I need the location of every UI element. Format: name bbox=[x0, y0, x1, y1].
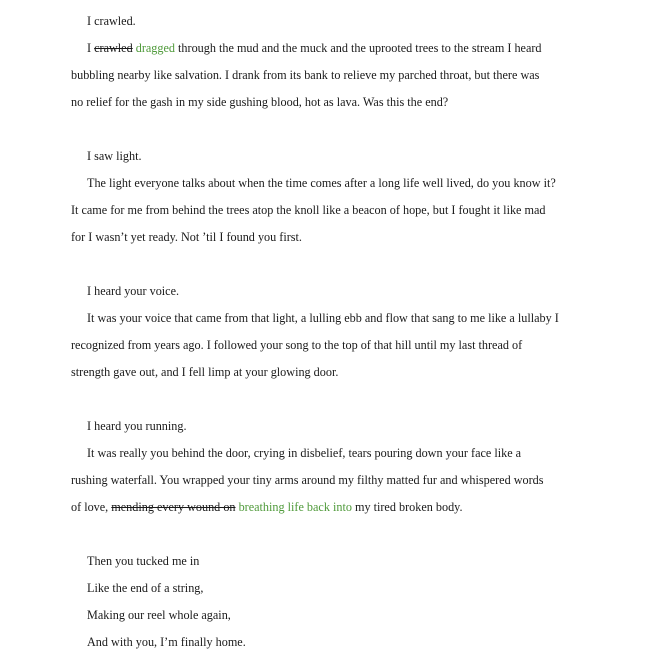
deleted-text: mending every wound on bbox=[111, 500, 236, 514]
verse-line bbox=[87, 607, 607, 623]
paragraph-line bbox=[71, 67, 591, 83]
paragraph-line bbox=[87, 13, 607, 29]
paragraph-line bbox=[71, 229, 591, 245]
paragraph-line-with-revision bbox=[71, 499, 591, 515]
text: Like the end of a string, bbox=[87, 581, 204, 595]
text: I heard you running. bbox=[87, 419, 187, 433]
paragraph-line bbox=[87, 148, 607, 164]
text: The light everyone talks about when the time comes after a long life well lived, do you know it? bbox=[87, 176, 556, 190]
paragraph-line bbox=[87, 445, 607, 461]
text: strength gave out, and I fell limp at your glowing door. bbox=[71, 365, 339, 379]
text: I bbox=[87, 41, 95, 55]
paragraph-line-with-revision bbox=[87, 40, 607, 56]
paragraph-line bbox=[87, 418, 607, 434]
text: I heard your voice. bbox=[87, 284, 180, 298]
text: recognized from years ago. I followed your song to the top of that hill until my last thread of bbox=[71, 338, 523, 352]
verse-line bbox=[87, 553, 607, 569]
text: bubbling nearby like salvation. I drank from its bank to relieve my parched throat, but there was bbox=[71, 68, 540, 82]
paragraph-line bbox=[71, 94, 591, 110]
text: for I wasn’t yet ready. Not ’til I found you first. bbox=[71, 230, 302, 244]
text: It was really you behind the door, crying in disbelief, tears pouring down your face like a bbox=[87, 446, 522, 460]
text: It was your voice that came from that light, a lulling ebb and flow that sang to me like a lullaby I bbox=[87, 311, 559, 325]
paragraph-line bbox=[87, 175, 607, 191]
text: It came for me from behind the trees atop the knoll like a beacon of hope, but I fought it like mad bbox=[71, 203, 546, 217]
paragraph-line bbox=[87, 283, 607, 299]
text: And with you, I’m finally home. bbox=[87, 635, 246, 649]
text: of love, bbox=[71, 500, 112, 514]
paragraph-line bbox=[71, 472, 591, 488]
text: no relief for the gash in my side gushing blood, hot as lava. Was this the end? bbox=[71, 95, 449, 109]
text: rushing waterfall. You wrapped your tiny arms around my filthy matted fur and whispered words bbox=[71, 473, 544, 487]
text: my tired broken body. bbox=[351, 500, 463, 514]
text: I crawled. bbox=[87, 14, 136, 28]
paragraph-line bbox=[71, 202, 591, 218]
deleted-text: crawled bbox=[94, 41, 133, 55]
verse-line bbox=[87, 580, 607, 596]
paragraph-line bbox=[87, 310, 607, 326]
verse-line bbox=[87, 634, 607, 650]
text: Making our reel whole again, bbox=[87, 608, 231, 622]
text: Then you tucked me in bbox=[87, 554, 200, 568]
inserted-text: breathing life back into bbox=[238, 500, 352, 514]
paragraph-line bbox=[71, 364, 591, 380]
inserted-text: dragged bbox=[135, 41, 175, 55]
text: through the mud and the muck and the uprooted trees to the stream I heard bbox=[175, 41, 542, 55]
paragraph-line bbox=[71, 337, 591, 353]
text: I saw light. bbox=[87, 149, 142, 163]
